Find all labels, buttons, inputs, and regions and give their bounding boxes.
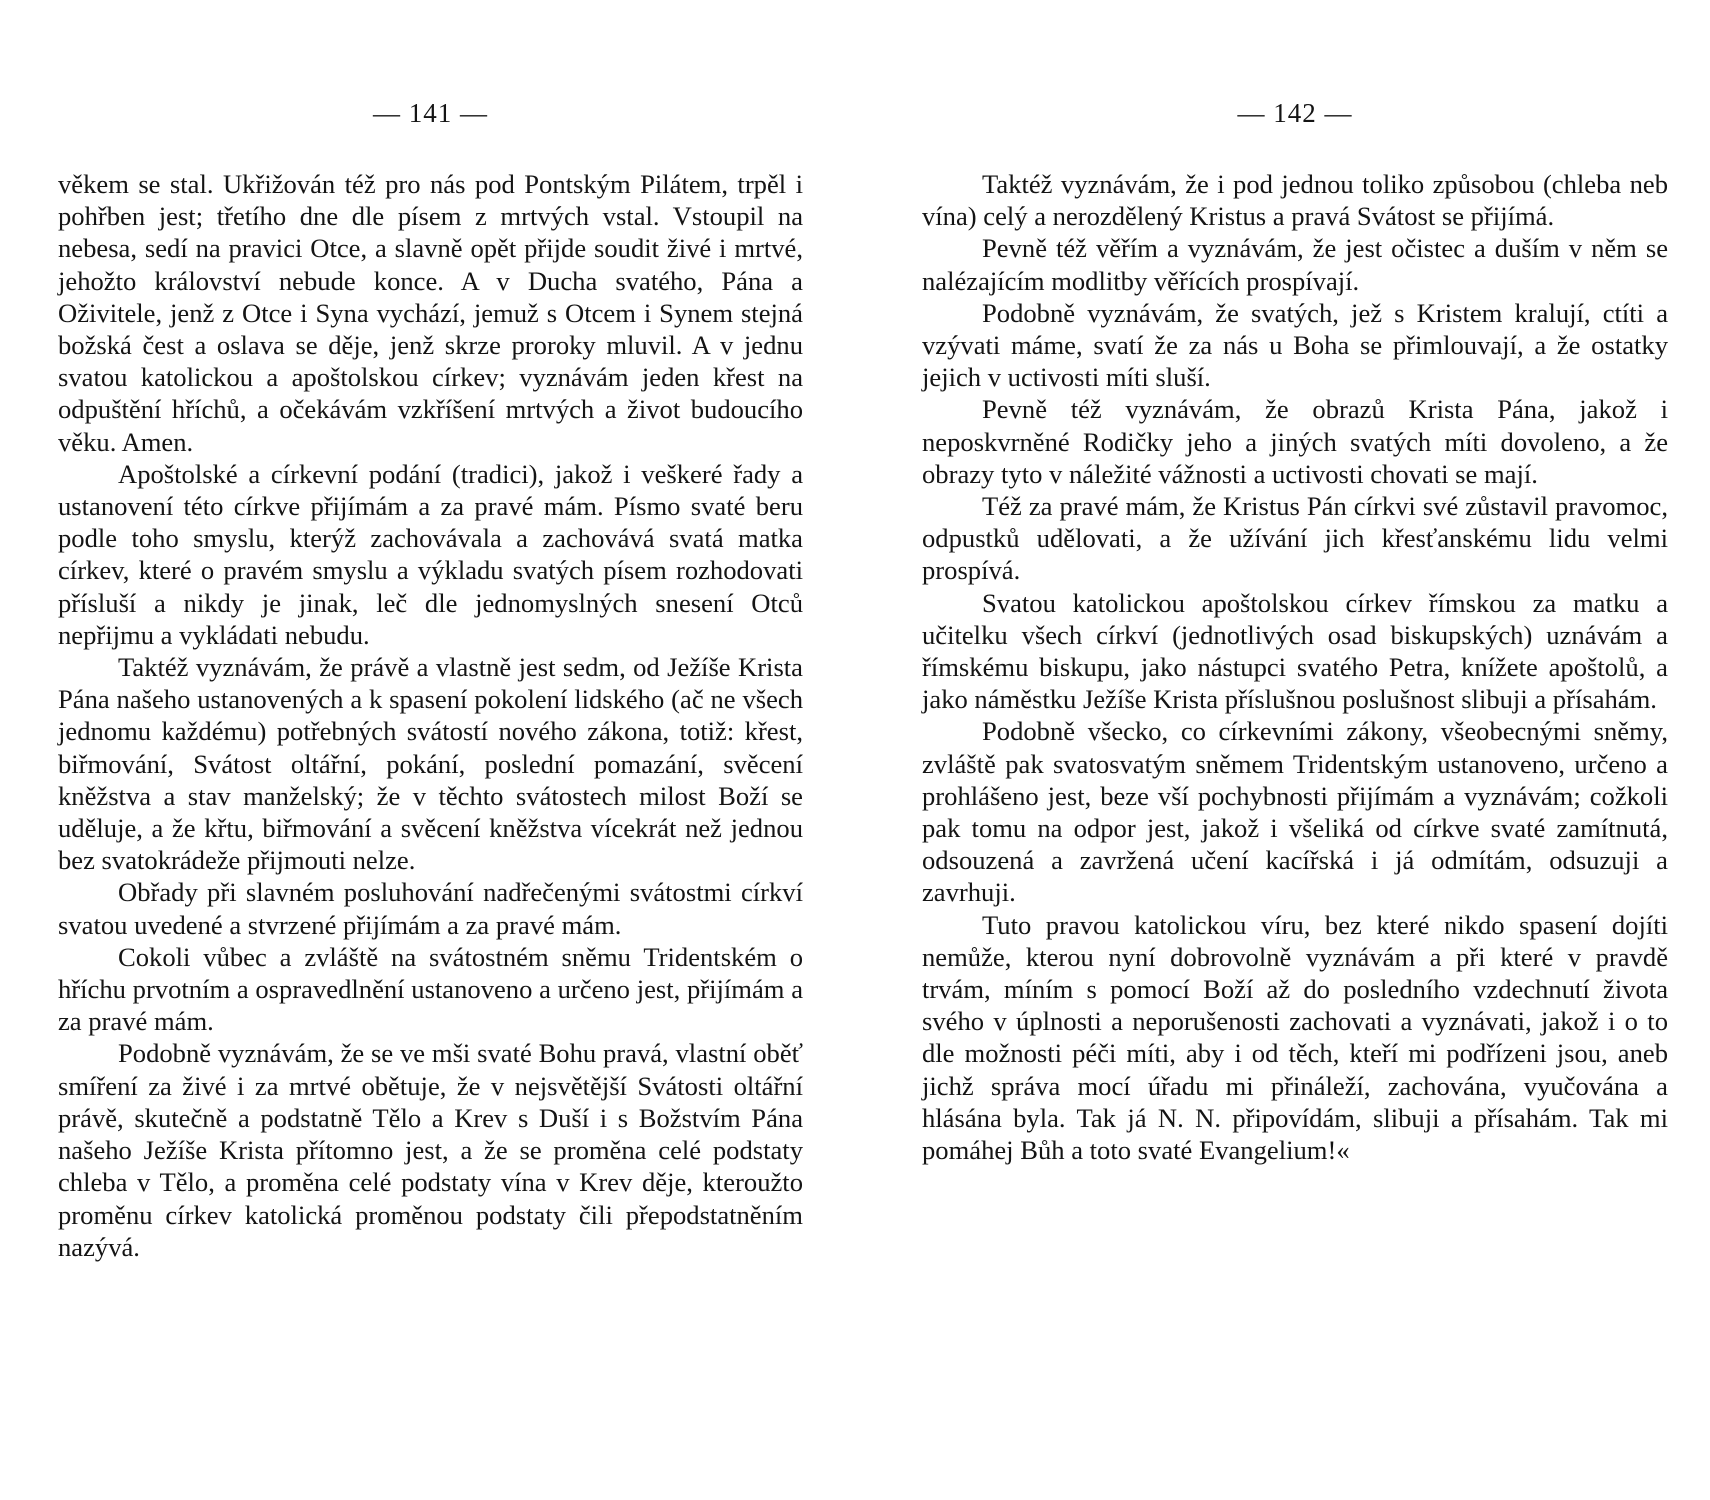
page-body [58,168,803,1263]
paragraph: Apoštolské a církevní podání (tradici), jakož i veškeré řady a ustanovení této církve přijímám a za pravé mám. Písmo svaté beru podle toho smyslu, kterýž zachovávala a zachovává svatá matka církev, které o pravém smyslu a výkladu svatých písem rozhodovati přísluší a nikdy je jinak, leč dle jednomyslných snesení Otců nepřijmu a vykládati nebudu. [58,458,803,650]
paragraph: Taktéž vyznávám, že i pod jednou toliko způsobou (chleba neb vína) celý a nerozdělený Kristus a pravá Svátost se přijímá. [922,169,1668,232]
right-page [922,0,1668,1500]
paragraph: věkem se stal. Ukřižován též pro nás pod Pontským Pilátem, trpěl i pohřben jest; třetího dne dle písem z mrtvých vstal. Vstoupil na nebesa, sedí na pravici Otce, a slavně opět přijde soudit živé i mrtvé, jehožto království nebude konce. A v Ducha svatého, Pána a Oživitele, jenž z Otce i Syna vychází, jemuž s Otcem i Synem stejná božská čest a oslava se děje, jenž skrze proroky mluvil. A v jednu svatou katolickou a apoštolskou církev; vyznávám jeden křest na odpuštění hříchů, a očekávám vzkříšení mrtvých a život budoucího věku. Amen. [58,169,803,457]
left-page [58,0,803,1500]
paragraph: Podobně všecko, co církevními zákony, všeobecnými sněmy, zvláště pak svatosvatým sněmem Tridentským ustanoveno, určeno a prohlášeno jest, beze vší pochybnosti přijímám a vyznávám; cožkoli pak tomu na odpor jest, jakož i všeliká od církve svaté zamítnutá, odsouzená a zavržená učení kacířská i já odmítám, odsuzuji a zavrhuji. [922,716,1668,908]
page-body [922,168,1668,1166]
page-number: — 142 — [1237,98,1353,128]
paragraph: Tuto pravou katolickou víru, bez které nikdo spasení dojíti nemůže, kterou nyní dobrovolně vyznávám a při které v pravdě trvám, míním s pomocí Boží až do posledního vzdechnutí života svého v úplnosti a neporušenosti zachovati a vyznávati, jakož i o to dle možnosti péči míti, aby i od těch, kteří mi podřízeni jsou, aneb jichž správa mocí úřadu mi přináleží, zachována, vyučována a hlásána byla. Tak já N. N. připovídám, slibuji a přísahám. Tak mi pomáhej Bůh a toto svaté Evangelium!« [922,909,1668,1166]
paragraph: Podobně vyznávám, že svatých, jež s Kristem kralují, ctíti a vzývati máme, svatí že za nás u Boha se přimlouvají, a že ostatky jejich v uctivosti míti sluší. [922,297,1668,393]
paragraph: Cokoli vůbec a zvláště na svátostném sněmu Tridentském o hříchu prvotním a ospravedlnění ustanoveno a určeno jest, přijímám a za pravé mám. [58,941,803,1037]
paragraph: Pevně též vyznávám, že obrazů Krista Pána, jakož i neposkvrněné Rodičky jeho a jiných svatých míti dovoleno, a že obrazy tyto v náležité vážnosti a uctivosti chovati se mají. [922,394,1668,489]
paragraph: Obřady při slavném posluhování nadřečenými svátostmi církví svatou uvedené a stvrzené přijímám a za pravé mám. [58,877,803,940]
paragraph: Svatou katolickou apoštolskou církev římskou za matku a učitelku všech církví (jednotlivých osad biskupských) uznávám a římskému biskupu, jako nástupci svatého Petra, knížete apoštolů, a jako náměstku Ježíše Krista příslušnou poslušnost slibuji a přísahám. [922,587,1668,715]
paragraph: Taktéž vyznávám, že právě a vlastně jest sedm, od Ježíše Krista Pána našeho ustanovených a k spasení pokolení lidského (ač ne všech jednomu každému) potřebných svátostí nového zákona, totiž: křest, biřmování, Svátost oltářní, pokání, poslední pomazání, svěcení kněžstva a stav manželský; že v těchto svátostech milost Boží se uděluje, a že křtu, biřmování a svěcení kněžstva vícekrát než jednou bez svatokrádeže přijmouti nelze. [58,652,803,876]
paragraph: Podobně vyznávám, že se ve mši svaté Bohu pravá, vlastní oběť smíření za živé i za mrtvé obětuje, že v nejsvětější Svátosti oltářní právě, skutečně a podstatně Tělo a Krev s Duší i s Božstvím Pána našeho Ježíše Krista přítomno jest, a že se proměna celé podstaty chleba v Tělo, a proměna celé podstaty vína v Krev děje, kteroužto proměnu církev katolická proměnou podstaty čili přepodstatněním nazývá. [58,1038,803,1262]
paragraph: Též za pravé mám, že Kristus Pán církvi své zůstavil pravomoc, odpustků udělovati, a že užívání jich křesťanskému lidu velmi prospívá. [922,491,1668,586]
page-number: — 141 — [373,98,488,128]
paragraph: Pevně též věřím a vyznávám, že jest očistec a duším v něm se nalézajícím modlitby věřících prospívají. [922,233,1668,296]
